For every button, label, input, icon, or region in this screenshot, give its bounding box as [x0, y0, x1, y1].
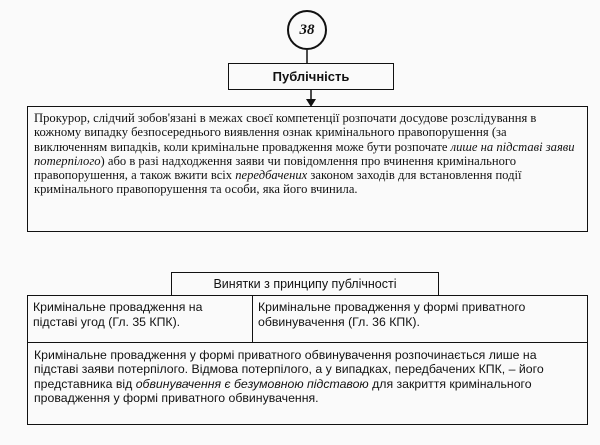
details-text-1: Кримінальне провадження у формі приватного обвинувачення розпочинається лише на підставі заяви потерпілого. Відмова потерпілого, а у випадках, передбачених КПК, – його представника від — [34, 348, 544, 391]
definition-text-3: законом заходів для встановлення події кримінального правопорушення та особи, яка його вчинила. — [34, 168, 522, 197]
details-text-2: для закриття кримінального провадження у формі приватного обвинувачення. — [34, 376, 532, 405]
exceptions-title: Винятки з принципу публічності — [171, 272, 439, 295]
definition-text-2: ) або в разі надходження заяви чи повідомлення про вчинення кримінального правопорушення, а також вжити всіх — [34, 153, 517, 183]
exception-private-prosecution: Кримінальне провадження у формі приватного обвинувачення (Гл. 36 КПК). — [252, 295, 588, 344]
definition-text-1: Прокурор, слідчий зобов'язані в межах своєї компетенції розпочати досудове розслідування в кожному випадку безпосереднього виявлення ознак кримінального правопорушення (за виключенням випадків, коли кримінальне провадження може бути розпочате — [34, 111, 537, 154]
exception-agreements: Кримінальне провадження на підставі угод (Гл. 35 КПК). — [27, 295, 254, 344]
publicity-definition-box — [27, 106, 588, 232]
diagram-title: Публічність — [228, 63, 394, 90]
details-text-em: обвинувачення є безумовною підставою — [135, 376, 369, 391]
definition-text-em-2: передбачених — [235, 168, 308, 183]
section-number-badge: 38 — [287, 10, 327, 50]
private-prosecution-details — [27, 342, 588, 425]
definition-text-em-1: лише на підставі заяви потерпілого — [34, 139, 575, 168]
